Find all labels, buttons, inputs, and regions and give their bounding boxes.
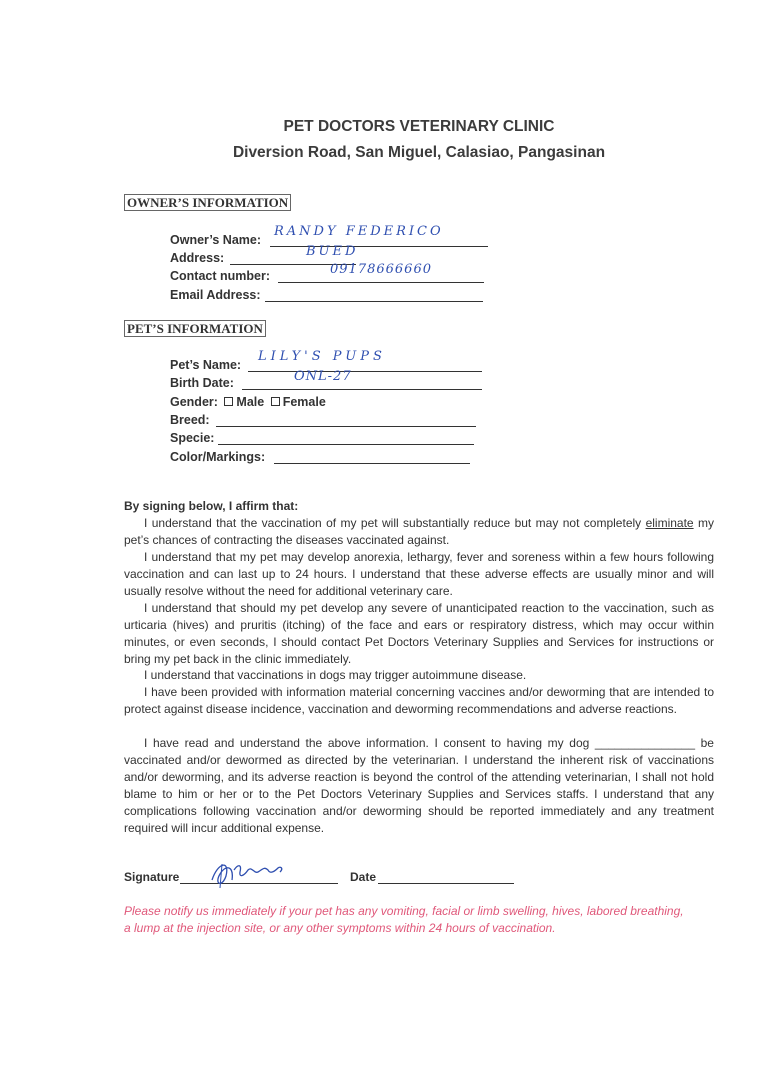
male-checkbox[interactable]: [224, 397, 233, 406]
address-value: BUED: [306, 244, 359, 259]
owner-name-value: RANDY FEDERICO: [274, 224, 444, 239]
clinic-address: Diversion Road, San Miguel, Calasiao, Pangasinan: [232, 144, 606, 161]
owner-name-field[interactable]: [170, 224, 444, 248]
contact-label: Contact number:: [170, 269, 270, 283]
p1-underlined: eliminate: [645, 516, 694, 530]
notice-text: Please notify us immediately if your pet has any vomiting, facial or limb swelling, hives, labored breathing, a lump at the injection site, or any other symptoms within 24 hours of vaccination.: [124, 904, 684, 935]
color-markings-line: [274, 449, 470, 464]
consent-paragraph-2: I understand that my pet may develop anorexia, lethargy, fever and soreness within a few hours following vaccination and can last up to 24 hours. I understand that these adverse effects are usually minor and will usually resolve without the need for additional veterinary care.: [124, 550, 714, 598]
p1-text-b: my pet’s chances of contracting the diseases vaccinated against.: [124, 516, 714, 547]
specie-label: Specie:: [170, 431, 215, 445]
date-line[interactable]: [378, 870, 514, 884]
owner-name-label: Owner’s Name:: [170, 233, 262, 247]
email-label: Email Address:: [170, 288, 261, 302]
consent-paragraph-5: I have been provided with information material concerning vaccines and/or deworming that are intended to protect against disease incidence, vaccination and deworming recommendations and adverse reactions.: [124, 685, 714, 716]
breed-line: [216, 412, 476, 427]
pet-name-field[interactable]: [170, 349, 386, 373]
color-markings-label: Color/Markings:: [170, 450, 266, 464]
birth-date-label: Birth Date:: [170, 376, 234, 390]
clinic-name: PET DOCTORS VETERINARY CLINIC: [283, 118, 555, 135]
specie-field[interactable]: [170, 430, 214, 446]
specie-line: [218, 430, 474, 445]
female-label: Female: [282, 395, 326, 409]
female-checkbox[interactable]: [271, 397, 280, 406]
date-label: Date: [350, 870, 377, 884]
owner-section-title: OWNER’S INFORMATION: [124, 194, 291, 211]
address-label: Address:: [170, 251, 225, 265]
p6-text-a: I have read and understand the above information. I consent to having my dog: [144, 736, 595, 750]
gender-label: Gender:: [170, 395, 218, 409]
email-line: [265, 287, 483, 302]
gender-field: [170, 394, 326, 410]
p6-text-b: be vaccinated and/or dewormed as directed by the veterinarian. I understand the inherent risk of vaccinations and/or deworming, and its adverse reaction is beyond the control of the attending veterinarian, I shall not hold blame to him or her or to the Pet Doctors Veterinary Supplies and Services staffs. I understand that any complications following vaccination and/or deworming should be reported immediately and any treatment required will incur additional expense.: [124, 736, 714, 835]
color-markings-field[interactable]: [170, 449, 265, 465]
birth-date-value: ONL-27: [294, 369, 352, 384]
signature-row: [124, 870, 724, 890]
birth-date-field[interactable]: [170, 369, 352, 391]
contact-field[interactable]: [170, 262, 432, 284]
consent-heading: By signing below, I affirm that:: [124, 499, 299, 513]
male-label: Male: [236, 395, 265, 409]
pet-name-label: Pet’s Name:: [170, 358, 242, 372]
contact-value: 09178666660: [330, 262, 432, 277]
pet-section-title: PET’S INFORMATION: [124, 320, 266, 337]
consent-paragraph-3: I understand that should my pet develop any severe of unanticipated reaction to the vaccination, such as urticaria (hives) and pruritis (itching) of the face and ears or respiratory distress, which may occur within minutes, or even seconds, I should contact Pet Doctors Veterinary Supplies and Services for instructions or bring my pet back in the clinic immediately.: [124, 601, 714, 666]
birth-date-line: [242, 375, 482, 390]
consent-paragraph-1: [124, 515, 714, 549]
dog-name-blank[interactable]: _______________: [594, 736, 696, 750]
pet-name-value: LILY'S PUPS: [258, 349, 386, 364]
breed-label: Breed:: [170, 413, 210, 427]
consent-paragraph-4: I understand that vaccinations in dogs may trigger autoimmune disease.: [144, 668, 527, 682]
email-field[interactable]: [170, 287, 261, 303]
signature-label: Signature: [124, 870, 180, 884]
signature-scribble: [208, 858, 290, 890]
p1-text-a: I understand that the vaccination of my pet will substantially reduce but may not completely: [144, 516, 646, 530]
consent-paragraph-6: [124, 735, 714, 837]
breed-field[interactable]: [170, 412, 210, 428]
address-field[interactable]: [170, 244, 359, 266]
